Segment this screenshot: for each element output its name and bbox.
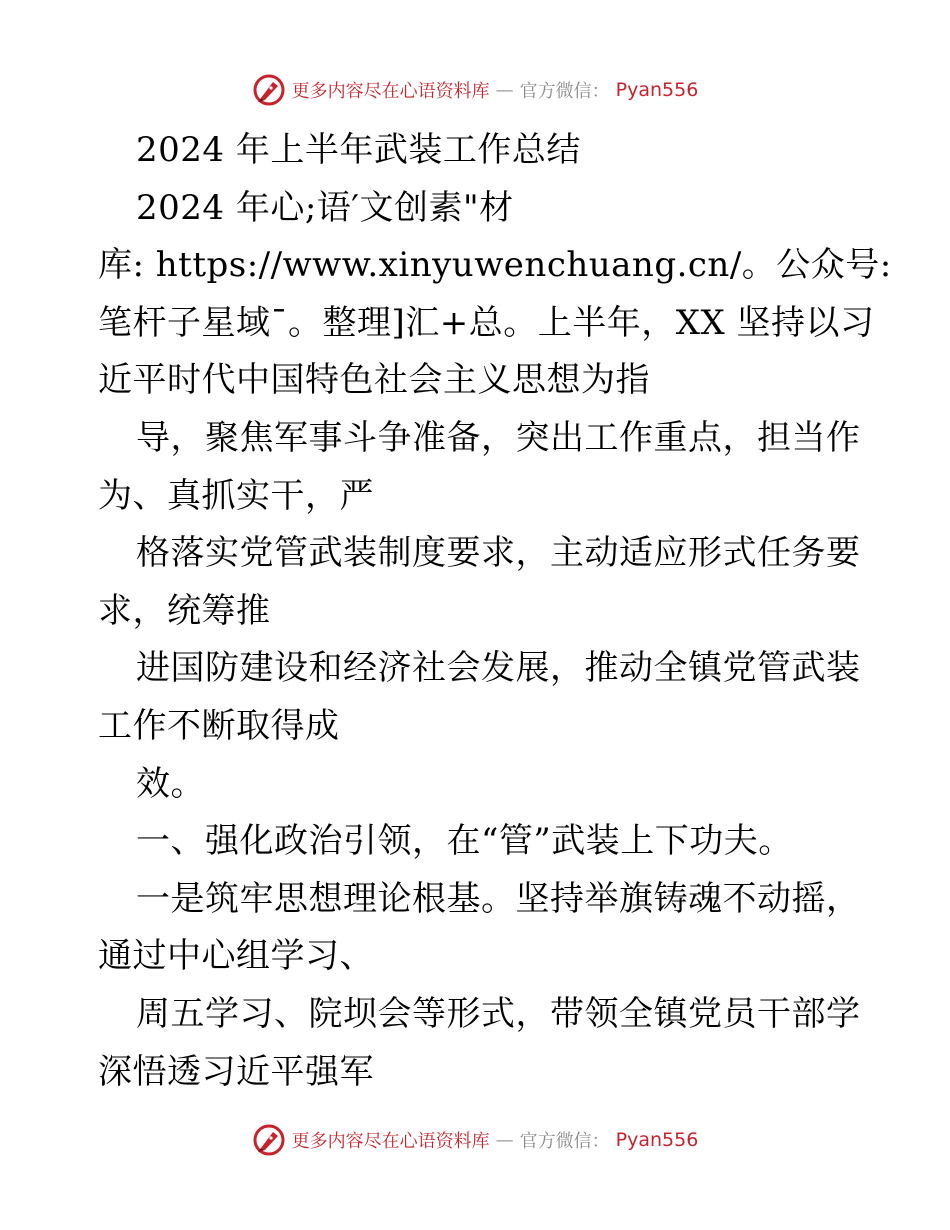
banner-separator: —: [495, 79, 514, 101]
text-line: 通过中心组学习、: [98, 936, 374, 977]
banner-wechat-label: 官方微信：: [519, 1131, 610, 1152]
text-line: 一、强化政治引领，在“管”武装上下功夫。: [136, 821, 793, 862]
text-line: 为、真抓实干，严: [98, 475, 374, 516]
text-line: 库: https://www.xinyuwenchuang.cn/。公众号:: [98, 245, 892, 286]
banner-promo-text: 更多内容尽在心语资料库: [291, 81, 490, 102]
document-body: [98, 122, 892, 1101]
text-line: 周五学习、院坝会等形式，带领全镇党员干部学: [136, 993, 861, 1034]
text-line: 求，统筹推: [98, 590, 271, 631]
text-line: 导，聚焦军事斗争准备，突出工作重点，担当作: [136, 417, 861, 458]
banner-wechat-id: Pyan556: [615, 79, 699, 101]
text-line: 进国防建设和经济社会发展，推动全镇党管武装: [136, 648, 861, 689]
header-banner: [0, 70, 950, 110]
footer-banner: [0, 1120, 950, 1160]
pen-nib-logo-icon: [252, 1123, 286, 1157]
banner-promo-text: 更多内容尽在心语资料库: [291, 1131, 490, 1152]
text-line: 效。: [136, 763, 205, 804]
text-line: 2024 年心;语′文创素"材: [136, 187, 514, 228]
banner-wechat-id: Pyan556: [615, 1129, 699, 1151]
text-line: 2024 年上半年武装工作总结: [136, 130, 581, 170]
banner-wechat-label: 官方微信：: [519, 81, 610, 102]
text-line: 深悟透习近平强军: [98, 1051, 374, 1092]
banner-separator: —: [495, 1129, 514, 1151]
text-line: 一是筑牢思想理论根基。坚持举旗铸魂不动摇，: [136, 878, 861, 919]
text-line: 工作不断取得成: [98, 705, 340, 746]
pen-nib-logo-icon: [252, 73, 286, 107]
text-line: 格落实党管武装制度要求，主动适应形式任务要: [136, 533, 861, 574]
text-line: 笔杆子星域¯。整理]汇+总。上半年，XX 坚持以习: [98, 302, 875, 343]
text-line: 近平时代中国特色社会主义思想为指: [98, 360, 650, 401]
